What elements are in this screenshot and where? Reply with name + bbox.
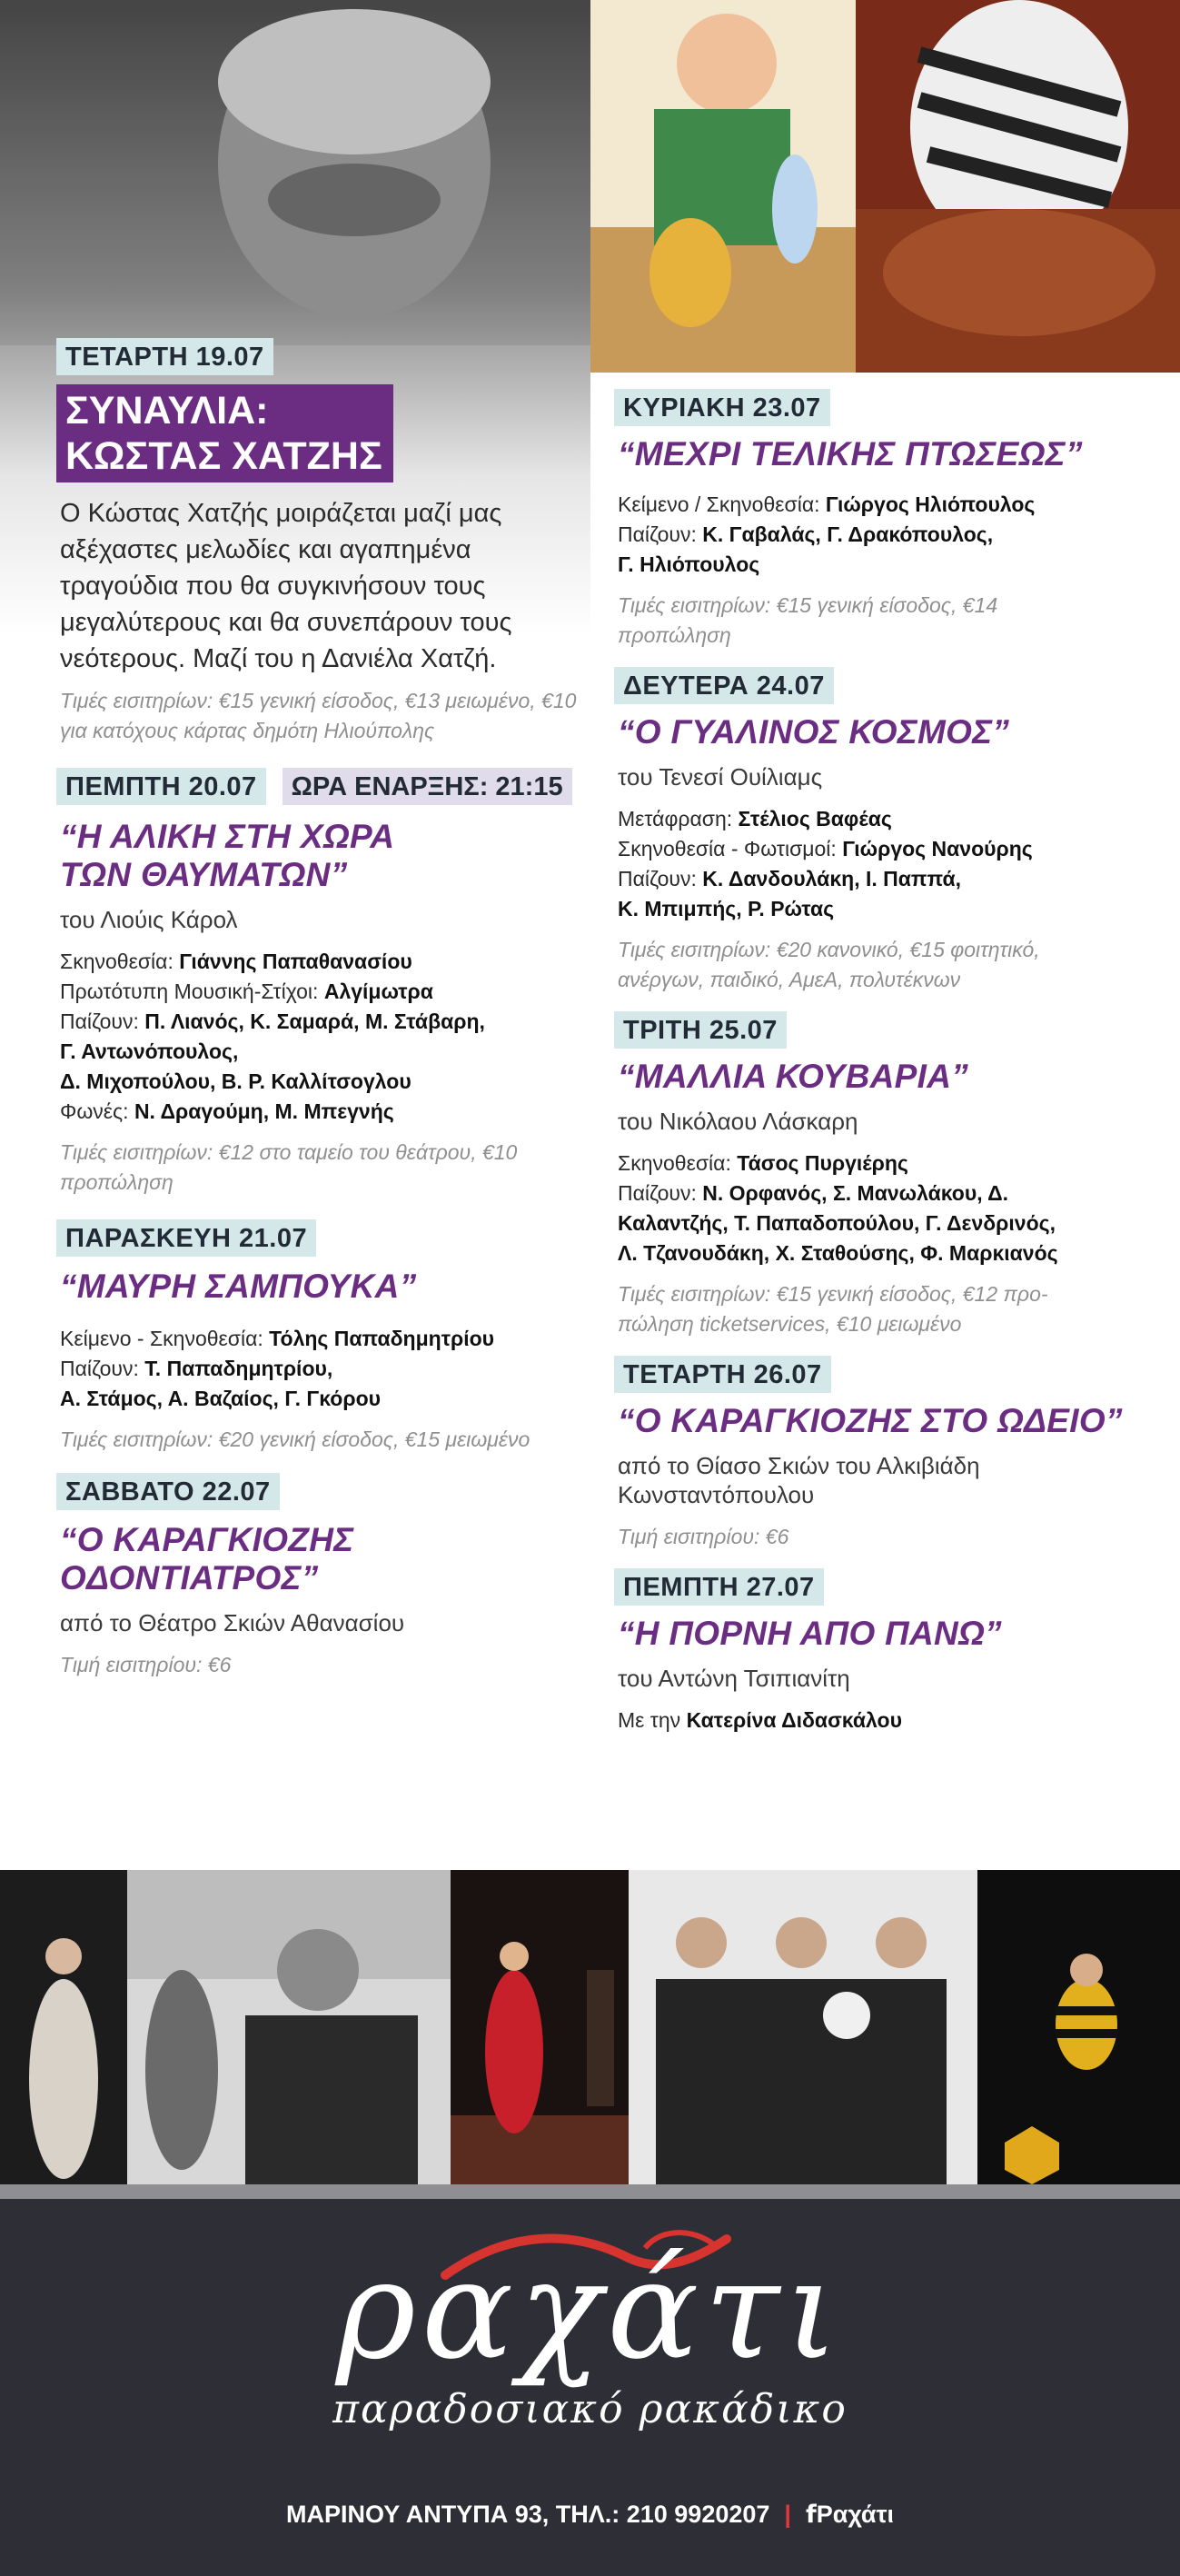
credit-line: Σκηνοθεσία: Γιάννης Παπαθανασίου [60,950,412,973]
logo-tagline: παραδοσιακό ρακάδικο [332,2386,848,2432]
event-title [618,1402,1159,1440]
event-title [60,1521,583,1597]
event-price: Τιμή εισιτηρίου: €6 [60,1653,232,1676]
event-title-line1: “Ο ΚΑΡΑΓΚΙΟΖΗΣ ΣΤΟ ΩΔΕΙΟ” [618,1402,1123,1439]
event-mexri-telikis-ptoseos [614,389,1159,651]
facebook-link[interactable]: Ραχάτι [816,2501,895,2528]
credit-line: Πρωτότυπη Μουσική-Στίχοι: Αλγίμωτρα [60,980,433,1003]
credit-line: Παίζουν: Κ. Δανδουλάκη, Ι. Παππά, [618,867,961,890]
credit-line: Με την Κατερίνα Διδασκάλου [618,1708,902,1732]
event-author: του Νικόλαου Λάσκαρη [618,1108,858,1135]
credit-line: Λ. Τζανουδάκη, Χ. Σταθούσης, Φ. Μαρκιανός [618,1241,1058,1265]
photo-woman-red-dress [451,1870,629,2184]
credit-line: Κείμενο / Σκηνοθεσία: Γιώργος Ηλιόπουλος [618,492,1036,516]
event-day: ΤΕΤΑΡΤΗ 19.07 [56,338,273,375]
event-o-gyalinos-kosmos [614,667,1159,995]
event-title-line1: “ΜΕΧΡΙ ΤΕΛΙΚΗΣ ΠΤΩΣΕΩΣ” [618,435,1083,472]
event-author: του Λιούις Κάρολ [60,906,238,933]
concert-title [56,384,393,482]
event-alice [56,768,583,1198]
footer-address [0,2501,1180,2529]
event-mavri-sampouka [56,1219,583,1455]
photo-shadow-theatre [127,1870,451,2184]
left-column [56,338,583,1680]
photo-zebra-makeup [856,0,1180,373]
photo-dancer [0,1870,127,2184]
right-column [614,389,1159,1746]
event-author: του Τενεσί Ουίλιαμς [618,763,823,791]
event-credits [618,490,1159,580]
event-author: από το Θέατρο Σκιών Αθανασίου [60,1609,405,1636]
address-text: ΜΑΡΙΝΟΥ ΑΝΤΥΠΑ 93, ΤΗΛ.: 210 9920207 [285,2501,770,2528]
credit-line: Κ. Μπιμπής, Ρ. Ρώτας [618,897,835,920]
event-day: ΣΑΒΒΑΤΟ 22.07 [56,1473,280,1510]
event-credits [618,1149,1159,1268]
credit-line: Παίζουν: Ν. Ορφανός, Σ. Μανωλάκου, Δ. [618,1181,1009,1205]
event-day: ΠΕΜΠΤΗ 20.07 [56,768,266,805]
event-title-line2: ΟΔΟΝΤΙΑΤΡΟΣ” [60,1559,319,1596]
credit-line: Μετάφραση: Στέλιος Βαφέας [618,807,892,830]
event-mallia-kouvaria [614,1011,1159,1339]
event-title-line1: “ΜΑΥΡΗ ΣΑΜΠΟΥΚΑ” [60,1268,417,1305]
concert-title-line2: ΚΩΣΤΑΣ ΧΑΤΖΗΣ [65,434,382,478]
event-day: ΠΑΡΑΣΚΕΥΗ 21.07 [56,1219,316,1257]
event-author: από το Θίασο Σκιών του Αλκιβιάδη Κωνσταντόπουλου [618,1452,980,1508]
credit-line: Παίζουν: Π. Λιανός, Κ. Σαμαρά, Μ. Στάβαρη, [60,1010,485,1033]
event-price: Τιμές εισιτηρίων: €15 γενική είσοδος, €14 προπώληση [618,593,998,647]
event-karagkiozis-sto-odeio [614,1356,1159,1552]
event-day: ΠΕΜΠΤΗ 27.07 [614,1568,824,1606]
event-i-porni-apo-pano [614,1568,1159,1736]
event-karagkiozis-odontiatros [56,1473,583,1680]
photo-cast-group [629,1870,977,2184]
credit-line: Δ. Μιχοπούλου, Β. Ρ. Καλλίτσογλου [60,1069,412,1093]
event-author: του Αντώνη Τσιπιανίτη [618,1665,850,1692]
event-title-line1: “Ο ΓΥΑΛΙΝΟΣ ΚΟΣΜΟΣ” [618,713,1010,751]
credit-line: Σκηνοθεσία: Τάσος Πυργιέρης [618,1151,908,1175]
facebook-icon[interactable]: f [805,2501,817,2529]
credit-line: Κείμενο - Σκηνοθεσία: Τόλης Παπαδημητρίου [60,1327,495,1350]
footer-divider [0,2184,1180,2199]
event-title [618,713,1159,751]
event-concert [56,338,583,746]
event-start-time: ΩΡΑ ΕΝΑΡΞΗΣ: 21:15 [283,768,572,805]
event-title [60,1268,583,1306]
credit-line: Α. Στάμος, Α. Βαζαίος, Γ. Γκόρου [60,1387,382,1410]
concert-price: Τιμές εισιτηρίων: €15 γενική είσοδος, €13 μειωμένο, €10 για κατόχους κάρτας δημότη Ηλιούπολης [60,689,577,742]
event-title-line1: “Η ΠΟΡΝΗ ΑΠΟ ΠΑΝΩ” [618,1615,1002,1652]
photo-bee-costume [977,1870,1180,2184]
event-title-line1: “Ο ΚΑΡΑΓΚΙΟΖΗΣ [60,1521,354,1558]
event-title-line1: “ΜΑΛΛΙΑ ΚΟΥΒΑΡΙΑ” [618,1058,969,1095]
event-day: ΚΥΡΙΑΚΗ 23.07 [614,389,830,426]
event-day: ΤΡΙΤΗ 25.07 [614,1011,787,1049]
credit-line: Παίζουν: Κ. Γαβαλάς, Γ. Δρακόπουλος, [618,522,994,546]
event-title-line2: ΤΩΝ ΘΑΥΜΑΤΩΝ” [60,856,348,893]
event-price: Τιμές εισιτηρίων: €15 γενική είσοδος, €12 προ- πώληση ticketservices, €10 μειωμένο [618,1282,1048,1336]
concert-title-line1: ΣΥΝΑΥΛΙΑ: [65,389,269,433]
credit-line: Γ. Αντωνόπουλος, [60,1039,239,1063]
event-title [618,1615,1159,1653]
credit-line: Καλαντζής, Τ. Παπαδοπούλου, Γ. Δενδρινός, [618,1211,1056,1235]
credit-line: Γ. Ηλιόπουλος [618,552,760,576]
address-separator: | [784,2501,791,2528]
concert-description: Ο Κώστας Χατζής μοιράζεται μαζί μας αξέχαστες μελωδίες και αγαπημένα τραγούδια που θα συγκινήσουν τους μεγαλύτερους και θα συνεπάρουν τους νεότερους. Μαζί του η Δανιέλα Χατζή. [60,499,512,673]
photo-cartoon [590,0,856,373]
credit-line: Φωνές: Ν. Δραγούμη, Μ. Μπεγνής [60,1099,394,1123]
event-credits [60,947,583,1127]
event-day: ΤΕΤΑΡΤΗ 26.07 [614,1356,831,1393]
event-credits [618,804,1159,924]
event-price: Τιμές εισιτηρίων: €20 κανονικό, €15 φοιτητικό, ανέργων, παιδικό, ΑμεΑ, πολυτέκνων [618,938,1040,991]
event-price: Τιμές εισιτηρίων: €20 γενική είσοδος, €15 μειωμένο [60,1427,531,1451]
event-credits [60,1324,583,1414]
logo-rachati: ραχάτι [335,2232,845,2390]
event-price: Τιμές εισιτηρίων: €12 στο ταμείο του θεάτρου, €10 προπώληση [60,1140,518,1194]
credit-line: Σκηνοθεσία - Φωτισμοί: Γιώργος Νανούρης [618,837,1033,860]
event-title [60,818,583,894]
credit-line: Παίζουν: Τ. Παπαδημητρίου, [60,1357,333,1380]
event-credits [618,1706,1159,1736]
event-day: ΔΕΥΤΕΡΑ 24.07 [614,667,834,704]
event-title [618,435,1159,473]
event-price: Τιμή εισιτηρίου: €6 [618,1525,789,1548]
event-title [618,1058,1159,1096]
event-title-line1: “Η ΑΛΙΚΗ ΣΤΗ ΧΩΡΑ [60,818,395,855]
